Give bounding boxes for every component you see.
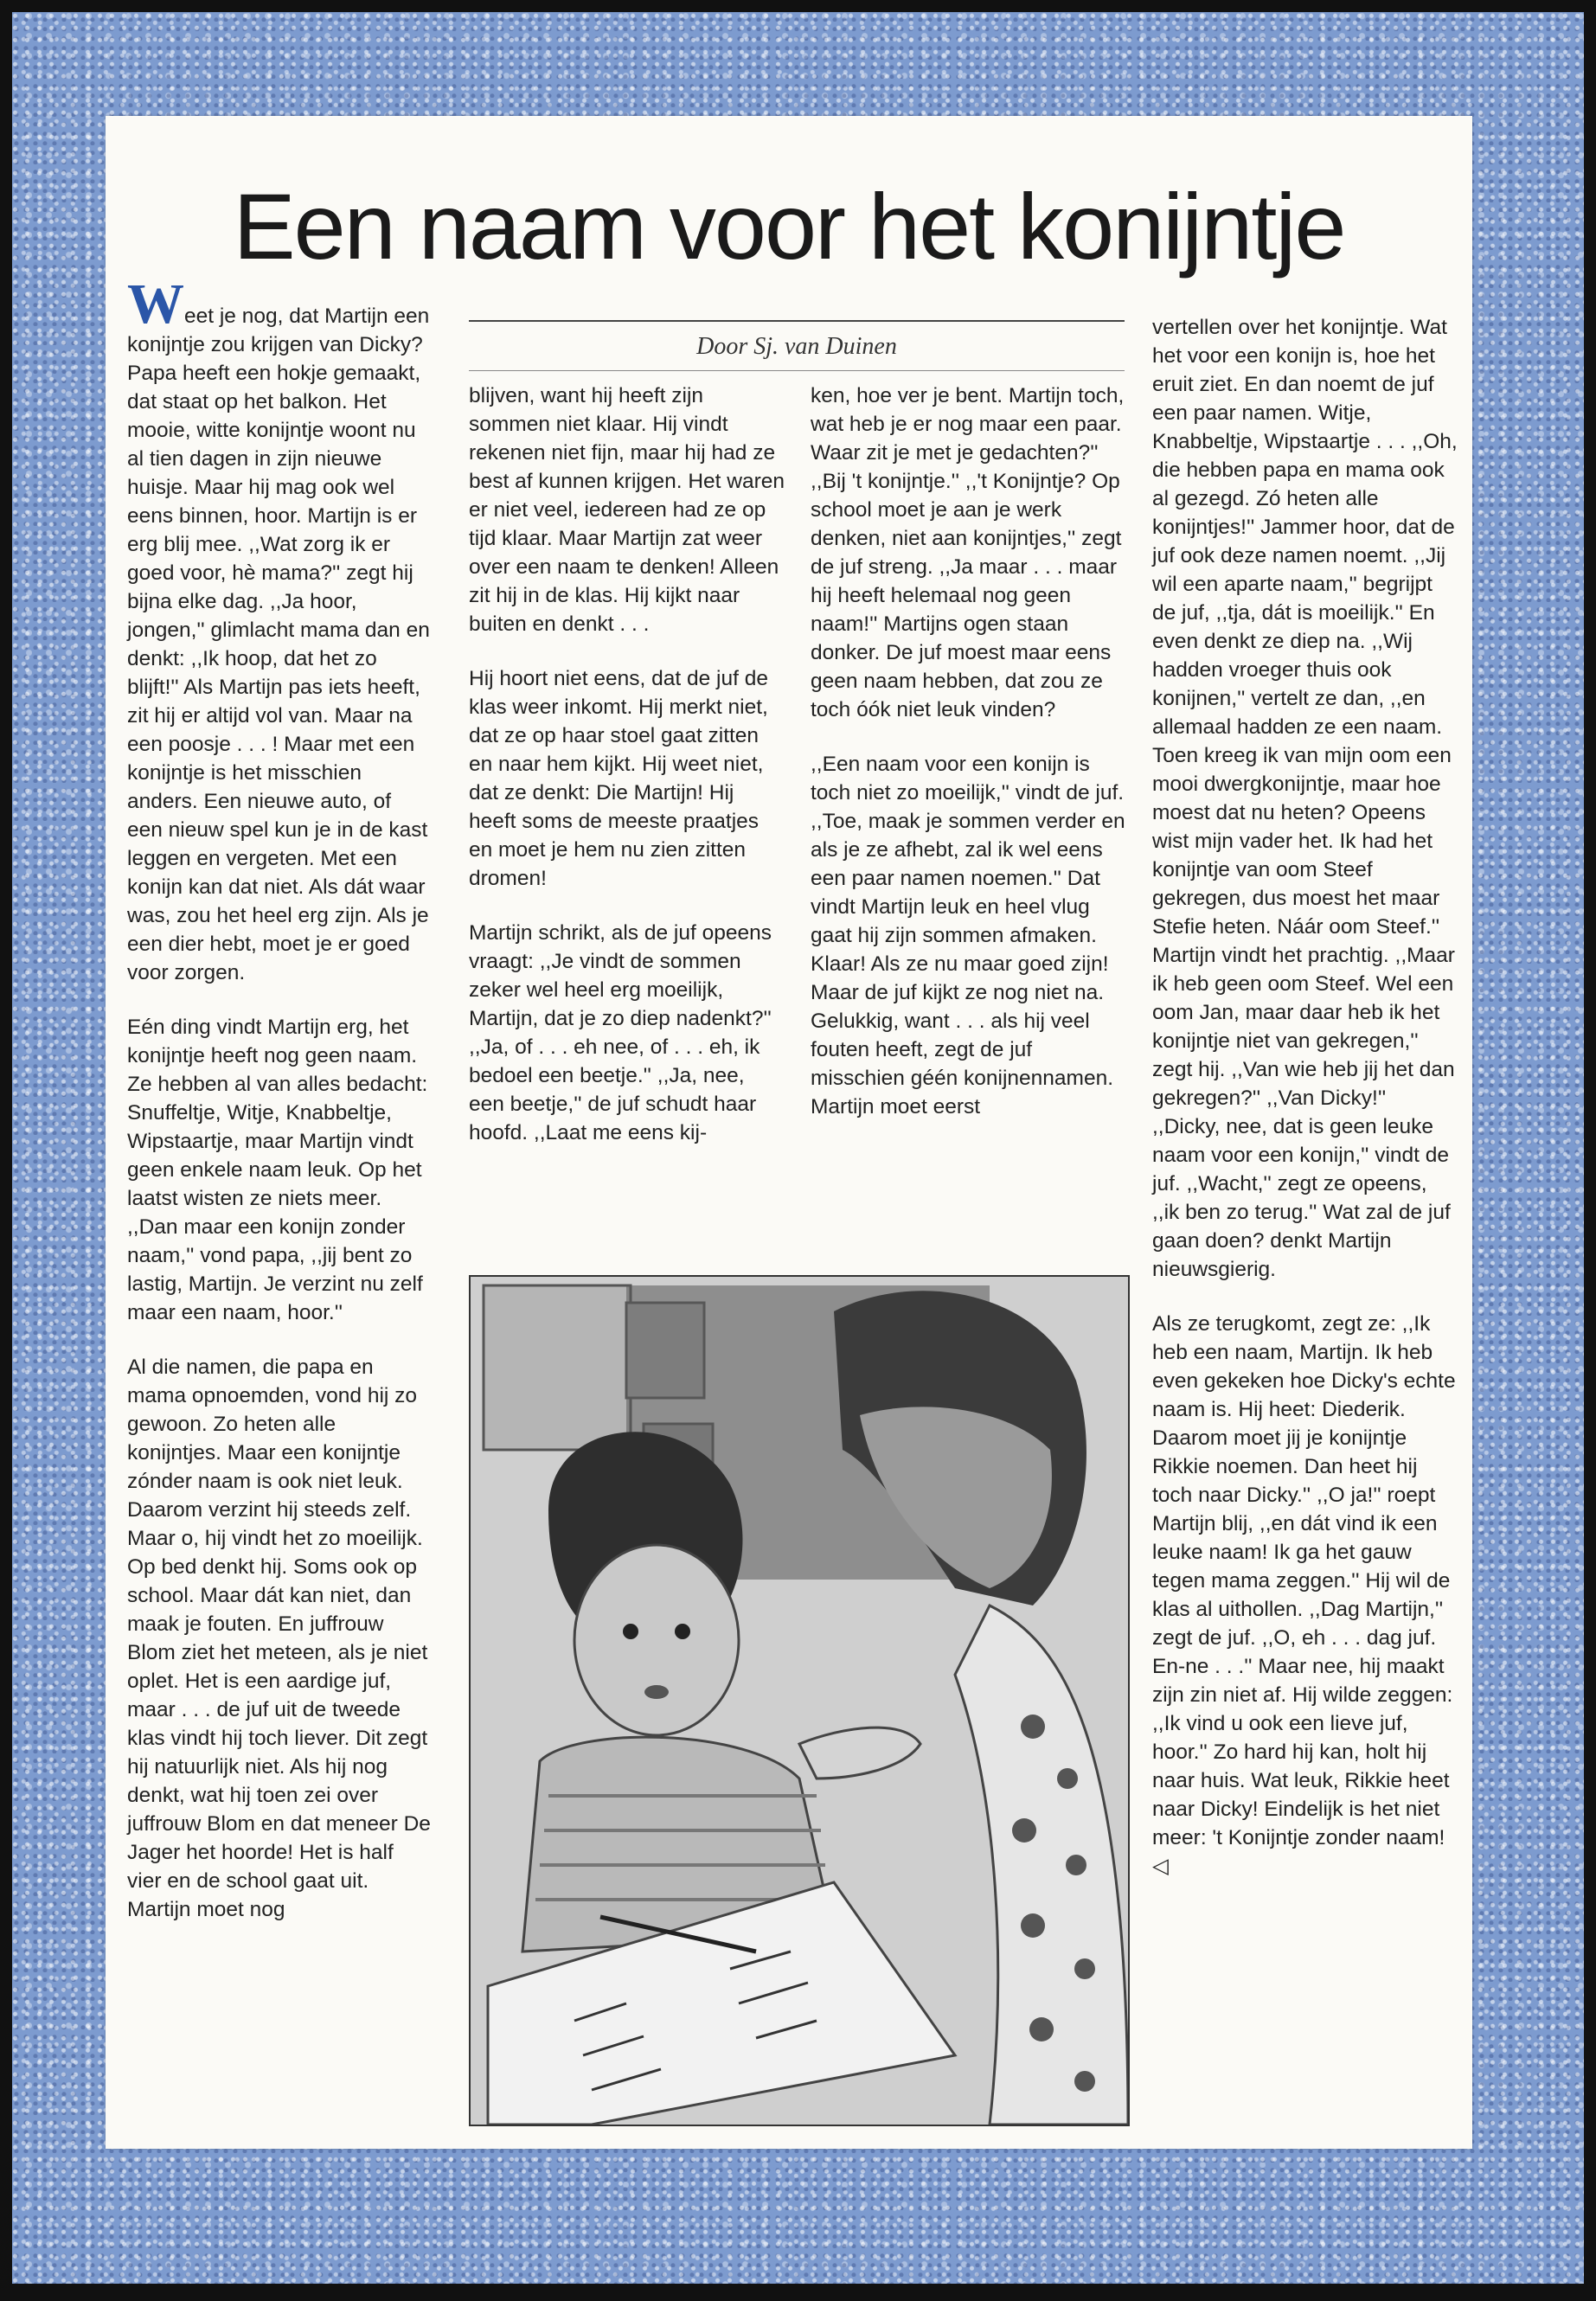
text-column-2 bbox=[469, 381, 785, 1173]
illustration-drawing bbox=[471, 1277, 1128, 2125]
paragraph: Martijn schrikt, als de juf opeens vraagt: ,,Je vindt de sommen zeker wel heel erg moeilijk, Martijn, dat je zo diep nadenkt?'' ,,Ja, of . . . eh nee, of . . . eh, ik bedoel een beetje.'' ,,Ja, nee, een beetje,'' de juf schudt haar hoofd. ,,Laat me eens kij- bbox=[469, 921, 772, 1144]
paragraph: Eén ding vindt Martijn erg, het konijntje heeft nog geen naam. Ze hebben al van alles bedacht: Snuffeltje, Witje, Knabbeltje, Wipstaartje, maar Martijn vindt geen enkele naam leuk. Op het laatst wisten ze niets meer. ,,Dan maar een konijn zonder naam,'' vond papa, ,,jij bent zo lastig, Martijn. Je verzint nu zelf maar een naam, hoor.'' bbox=[127, 1016, 428, 1324]
text-column-1 bbox=[127, 272, 432, 1950]
paragraph-text: eet je nog, dat Martijn een konijntje zou krijgen van Dicky? Papa heeft een hokje gemaakt, dat staat op het balkon. Het mooie, witte konijntje woont nu al tien dagen in zijn nieuwe huisje. Maar hij mag ook wel eens binnen, hoor. Martijn is er erg blij mee. ,,Wat zorg ik er goed voor, hè mama?'' zegt hij bijna elke dag. ,,Ja hoor, jongen,'' glimlacht mama dan en denkt: ,,Ik hoop, dat het zo blijft!'' Als Martijn pas iets heeft, zit hij er altijd vol van. Maar na een poosje . . . ! Maar met een konijntje is het misschien anders. Een nieuwe auto, of een nieuw spel kun je in de kast leggen en vergeten. Met een konijn kan dat niet. Als dát waar was, zou het heel erg zijn. Als je een dier hebt, moet je er goed voor zorgen. bbox=[127, 304, 430, 984]
page-title: Een naam voor het konijntje bbox=[233, 174, 1345, 279]
byline-rule bbox=[469, 320, 1125, 322]
paragraph: Al die namen, die papa en mama opnoemden, vond hij zo gewoon. Zo heten alle konijntjes. Maar een konijntje zónder naam is ook niet leuk. Daarom verzint hij steeds zelf. Maar o, hij vindt het zo moeilijk. Op bed denkt hij. Soms ook op school. Maar dát kan niet, dan maak je fouten. En juffrouw Blom ziet het meteen, als je niet oplet. Het is een aardige juf, maar . . . de juf uit de tweede klas vindt hij toch liever. Dit zegt hij natuurlijk niet. Als hij nog denkt, wat hij toen zei over juffrouw Blom en dat meneer De Jager het hoorde! Het is half vier en de school gaat uit. Martijn moet nog bbox=[127, 1356, 431, 1921]
drop-cap: W bbox=[127, 272, 184, 336]
paragraph: ,,Een naam voor een konijn is toch niet zo moeilijk,'' vindt de juf. ,,Toe, maak je sommen verder en als je ze afhebt, zal ik wel eens een paar namen noemen.'' Dat vindt Martijn leuk en heel vlug gaat hij zijn sommen afmaken. Klaar! Als ze nu maar goed zijn! Maar de juf kijkt ze nog niet na. Gelukkig, want . . . als hij veel fouten heeft, zegt de juf misschien géén konijnennamen. Martijn moet eerst bbox=[811, 753, 1125, 1118]
patterned-border bbox=[12, 12, 1584, 2284]
paragraph: Hij hoort niet eens, dat de juf de klas weer inkomt. Hij merkt niet, dat ze op haar stoel gaat zitten en naar hem kijkt. Hij weet niet, dat ze denkt: Die Martijn! Hij heeft soms de meeste praatjes en moet je hem nu zien zitten dromen! bbox=[469, 667, 768, 890]
paragraph bbox=[127, 272, 432, 987]
magazine-page bbox=[106, 116, 1472, 2149]
paragraph: vertellen over het konijntje. Wat het voor een konijn is, hoe het eruit ziet. En dan noemt de juf een paar namen. Witje, Knabbeltje, Wipstaartje . . . ,,Oh, die hebben papa en mama ook al gezegd. Zó heten alle konijntjes!'' Jammer hoor, dat de juf ook deze namen noemt. ,,Jij wil een aparte naam,'' begrijpt de juf, ,,tja, dát is moeilijk.'' En even denkt ze diep na. ,,Wij hadden vroeger thuis ook konijnen,'' vertelt ze dan, ,,en allemaal hadden ze een naam. Toen kreeg ik van mijn oom een mooi dwergkonijntje, maar hoe moest dat nu heten? Opeens wist mijn vader het. Ik had het konijntje van oom Steef gekregen, dus moest het maar Stefie heten. Náár oom Steef.'' Martijn vindt het prachtig. ,,Maar ik heb geen oom Steef. Wel een oom Jan, maar daar heb ik het konijntje niet van gekregen,'' zegt hij. ,,Van wie heb jij het dan gekregen?'' ,,Van Dicky!'' ,,Dicky, nee, dat is geen leuke naam voor een konijn,'' vindt de juf. ,,Wacht,'' zegt ze opeens, ,,ik ben zo terug.'' Wat zal de juf gaan doen? denkt Martijn nieuwsgierig. bbox=[1152, 316, 1458, 1281]
illustration-boy-and-teacher bbox=[469, 1275, 1130, 2126]
author-byline: Door Sj. van Duinen bbox=[469, 324, 1125, 371]
paragraph: ken, hoe ver je bent. Martijn toch, wat heb je er nog maar een paar. Waar zit je met je gedachten?'' ,,Bij 't konijntje.'' ,,'t Konijntje? Op school moet je aan je werk denken, niet aan konijntjes,'' zegt de juf streng. ,,Ja maar . . . maar hij heeft helemaal nog geen naam!'' Martijns ogen staan donker. De juf moest maar eens geen naam hebben, dat zou ze toch óók niet leuk vinden? bbox=[811, 384, 1125, 721]
text-column-3 bbox=[811, 381, 1126, 1147]
paragraph: Als ze terugkomt, zegt ze: ,,Ik heb een naam, Martijn. Ik heb even gekeken hoe Dicky's echte naam is. Hij heet: Diederik. Daarom moet jij je konijntje Rikkie noemen. Dan heet hij toch naar Dicky.'' ,,O ja!'' roept Martijn blij, ,,en dát vind ik een leuke naam! Ik ga het gauw tegen mama zeggen.'' Hij wil de klas al uithollen. ,,Dag Martijn,'' zegt de juf. ,,O, eh . . . dag juf. En-ne . . .'' Maar nee, hij maakt zijn zin niet af. Hij wilde zeggen: ,,Ik vind u ook een lieve juf, hoor.'' Zo hard hij kan, holt hij naar huis. Wat leuk, Rikkie heet naar Dicky! Eindelijk is het niet meer: 't Konijntje zonder naam! ◁ bbox=[1152, 1312, 1456, 1878]
paragraph: blijven, want hij heeft zijn sommen niet klaar. Hij vindt rekenen niet fijn, maar hij had ze best af kunnen krijgen. Het waren er niet veel, iedereen had ze op tijd klaar. Maar Martijn zat weer over een naam te denken! Alleen zit hij in de klas. Hij kijkt naar buiten en denkt . . . bbox=[469, 384, 785, 636]
text-column-4 bbox=[1152, 313, 1459, 1907]
